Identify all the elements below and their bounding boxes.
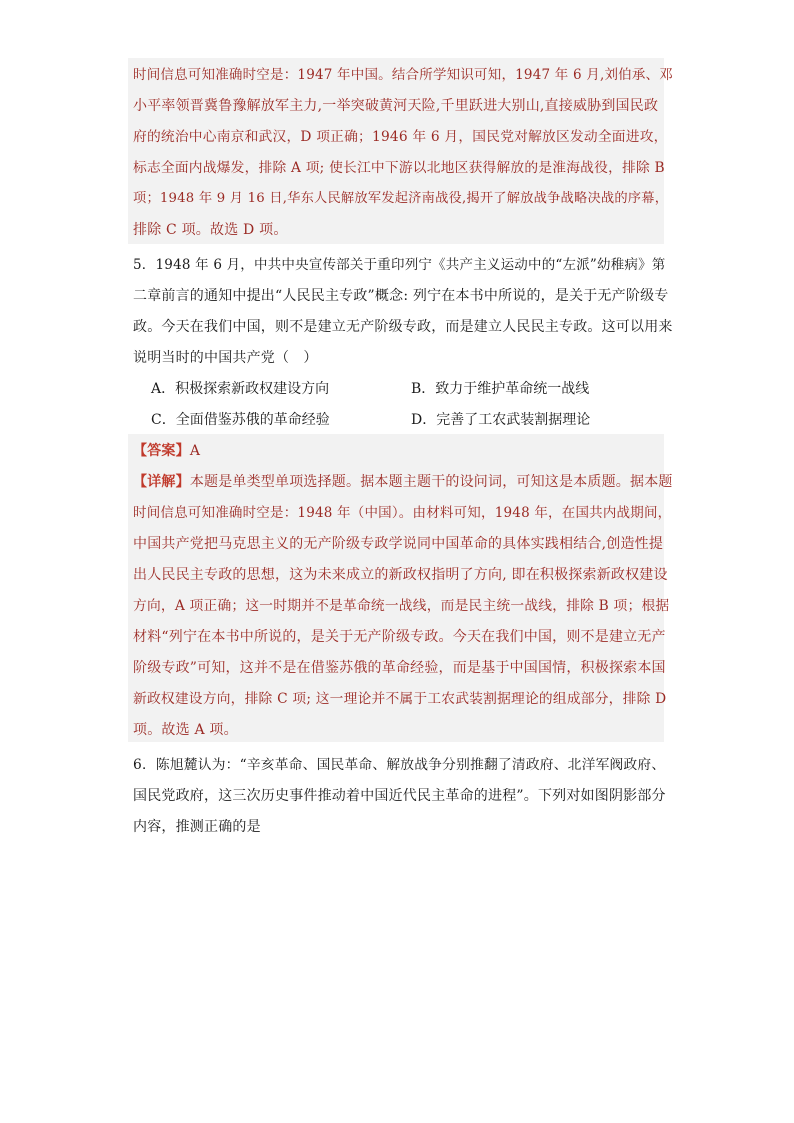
option-d: D．完善了工农武装割据理论	[411, 412, 591, 428]
question-5-stem-line-3: 政。今天在我们中国，则不是建立无产阶级专政，而是建立人民民主专政。这可以用来	[133, 319, 673, 335]
prev-explanation-line-3: 府的统治中心南京和武汉，D 项正确；1946 年 6 月，国民党对解放区发动全面进攻，	[133, 129, 668, 145]
prev-explanation-line-6: 排除 C 项。故选 D 项。	[133, 222, 288, 238]
detail-line-6: 材料“列宁在本书中所说的，是关于无产阶级专政。今天在我们中国，则不是建立无产	[133, 629, 666, 645]
prev-explanation-line-2: 小平率领晋冀鲁豫解放军主力,一举突破黄河天险,千里跃进大别山,直接威胁到国民政	[133, 98, 659, 114]
prev-explanation-line-5: 项；1948 年 9 月 16 日,华东人民解放军发起济南战役,揭开了解放战争战略决战的序幕，	[133, 191, 669, 206]
question-5-stem-line-2: 二章前言的通知中提出“人民民主专政”概念: 列宁在本书中所说的，是关于无产阶级专	[133, 288, 669, 304]
detail-line-1	[133, 473, 673, 491]
question-6-stem-line-2: 国民党政府，这三次历史事件推动着中国近代民主革命的进程”。下列对如图阴影部分	[133, 788, 666, 804]
prev-explanation-line-1: 时间信息可知准确时空是：1947 年中国。结合所学知识可知，1947 年 6 月,刘伯承、邓	[133, 67, 673, 83]
detail-first-text: 本题是单类型单项选择题。据本题主题干的设问词，可知这是本质题。据本题	[189, 474, 673, 490]
answer-value: A	[189, 443, 201, 459]
detail-line-2: 时间信息可知准确时空是：1948 年（中国）。由材料可知，1948 年，在国共内战期间，	[133, 505, 672, 521]
question-6-stem-line-3: 内容，推测正确的是	[133, 819, 261, 835]
question-6-stem-line-1: 6．陈旭麓认为：“辛亥革命、国民革命、解放战争分别推翻了清政府、北洋军阀政府、	[133, 757, 666, 773]
question-5-stem-line-1: 5．1948 年 6 月，中共中央宣传部关于重印列宁《共产主义运动中的“左派”幼稚病》第	[133, 257, 666, 273]
option-a: A．积极探索新政权建设方向	[151, 381, 330, 397]
detail-line-9: 项。故选 A 项。	[133, 722, 238, 738]
detail-line-3: 中国共产党把马克思主义的无产阶级专政学说同中国革命的具体实践相结合,创造性提	[133, 536, 664, 552]
option-b: B．致力于维护革命统一战线	[411, 381, 590, 397]
detail-line-8: 新政权建设方向，排除 C 项; 这一理论并不属于工农武装割据理论的组成部分，排除 D	[133, 691, 667, 707]
shaded-explanation-block	[128, 58, 664, 244]
answer-line	[133, 442, 673, 460]
answer-label: 【答案】	[133, 443, 190, 459]
prev-explanation-line-4: 标志全面内战爆发，排除 A 项; 使长江中下游以北地区获得解放的是淮海战役，排除 B	[133, 160, 665, 176]
question-5-stem-line-4: 说明当时的中国共产党（ ）	[133, 350, 318, 366]
detail-line-7: 阶级专政”可知，这并不是在借鉴苏俄的革命经验，而是基于中国国情，积极探索本国	[133, 660, 666, 676]
option-c: C．全面借鉴苏俄的革命经验	[151, 412, 330, 428]
detail-line-5: 方向，A 项正确；这一时期并不是革命统一战线，而是民主统一战线，排除 B 项；根据	[133, 598, 670, 614]
detail-label: 【详解】	[133, 474, 190, 490]
detail-line-4: 出人民民主专政的思想，这为未来成立的新政权指明了方向, 即在积极探索新政权建设	[133, 567, 668, 583]
